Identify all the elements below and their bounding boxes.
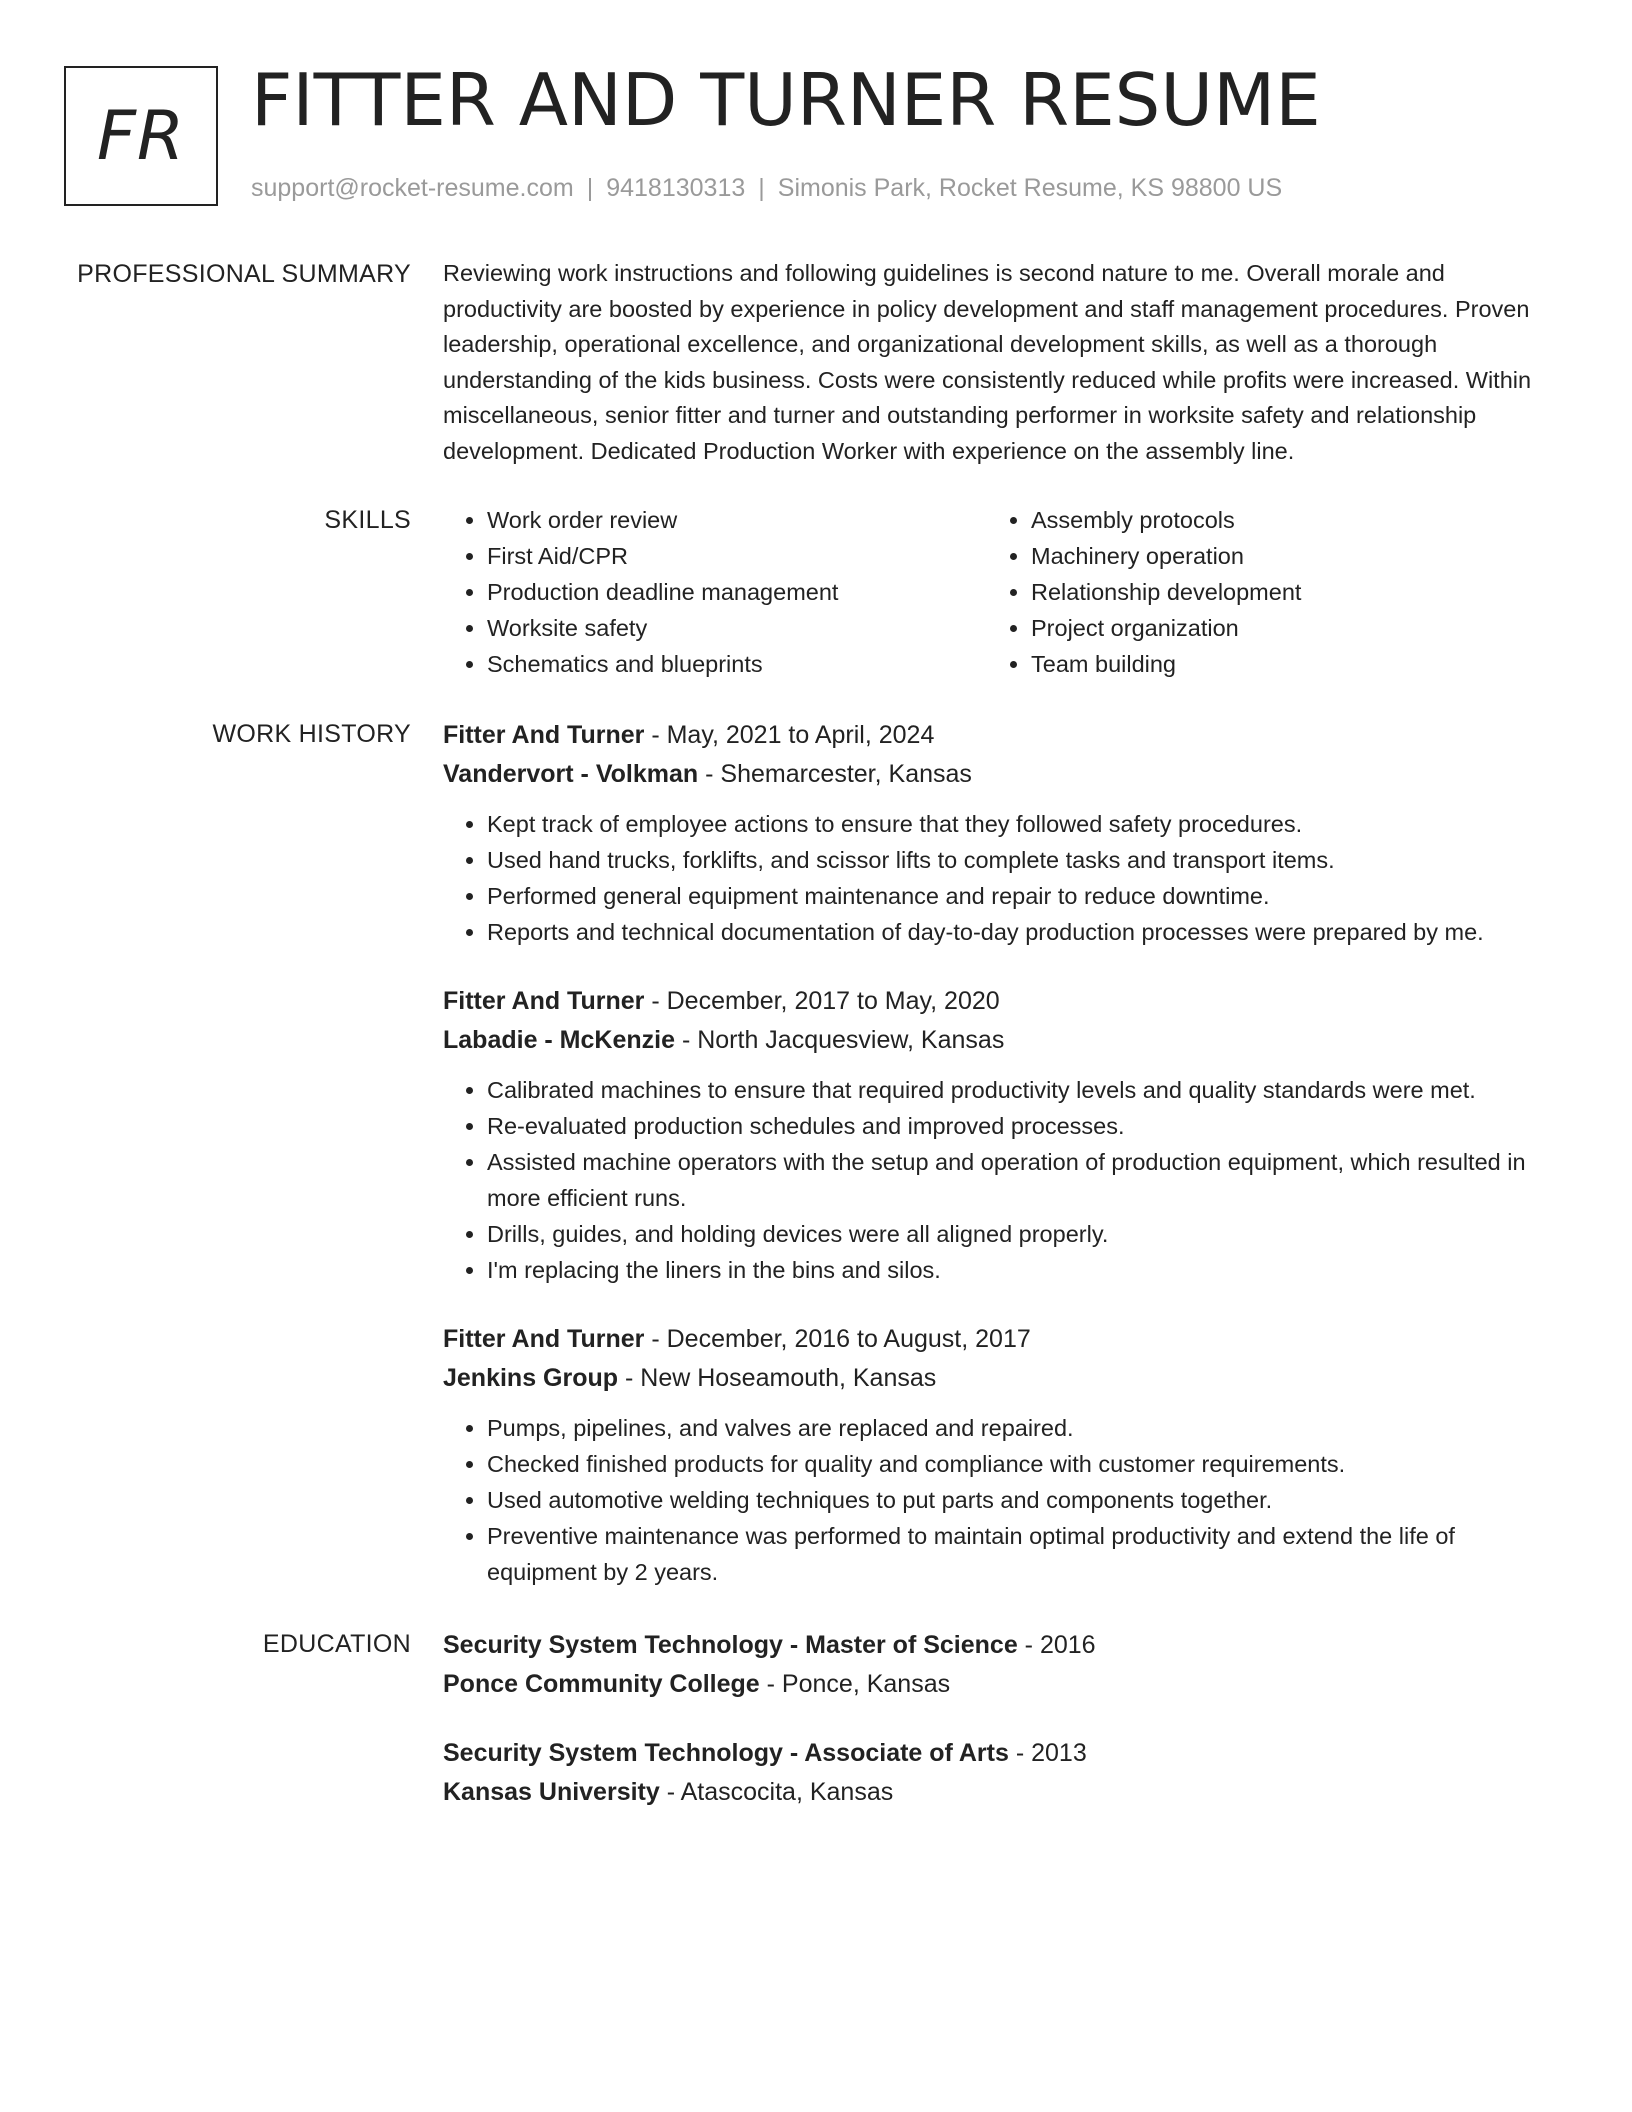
job-bullets — [443, 1072, 1558, 1288]
job-bullet: • Performed general equipment maintenance and repair to reduce downtime. — [487, 878, 1558, 914]
job-company: Vandervort - Volkman — [443, 760, 699, 788]
job-bullet: • Checked finished products for quality and compliance with customer requirements. — [487, 1446, 1558, 1482]
education-school: Ponce Community College — [443, 1670, 760, 1698]
job-title: Fitter And Turner — [443, 721, 645, 749]
skill-item: • Work order review — [487, 502, 987, 538]
skill-item: • Machinery operation — [1031, 538, 1301, 574]
job-title: Fitter And Turner — [443, 1325, 645, 1353]
job-bullet: • Used automotive welding techniques to put parts and components together. — [487, 1482, 1558, 1518]
education-degree-line — [443, 1734, 1558, 1773]
job-entry — [443, 982, 1558, 1288]
contact-line — [251, 172, 1282, 204]
education-entry — [443, 1626, 1558, 1704]
job-bullet: • Used hand trucks, forklifts, and scissor lifts to complete tasks and transport items. — [487, 842, 1558, 878]
job-company: Labadie - McKenzie — [443, 1026, 675, 1054]
job-bullet: • Reports and technical documentation of day-to-day production processes were prepared by me. — [487, 914, 1558, 950]
education-location: - Atascocita, Kansas — [659, 1778, 894, 1806]
job-title-line — [443, 716, 1558, 755]
contact-address: Simonis Park, Rocket Resume, KS 98800 US — [777, 174, 1283, 202]
section-label-work-history: WORK HISTORY — [212, 720, 411, 748]
job-title: Fitter And Turner — [443, 987, 645, 1015]
job-bullet: • Assisted machine operators with the setup and operation of production equipment, which resulted in more efficient runs. — [487, 1144, 1558, 1216]
job-dates: - December, 2016 to August, 2017 — [644, 1325, 1031, 1353]
job-bullet: • Kept track of employee actions to ensure that they followed safety procedures. — [487, 806, 1558, 842]
education-year: - 2013 — [1008, 1739, 1087, 1767]
resume-title: FITTER AND TURNER RESUME — [251, 58, 1321, 142]
summary-text: Reviewing work instructions and following guidelines is second nature to me. Overall morale and productivity are boosted by experience in policy development and staff management procedures. Proven leadership, operational excellence, and organizational development skills, as well as a thorough understanding of the kids business. Costs were consistently reduced while profits were increased. Within miscellaneous, senior fitter and turner and outstanding performer in worksite safety and relationship development. Dedicated Production Worker with experience on the assembly line. — [443, 260, 1532, 464]
education-degree: Security System Technology - Associate of Arts — [443, 1739, 1009, 1767]
job-company-line — [443, 755, 1558, 794]
section-label-skills: SKILLS — [324, 506, 411, 534]
section-label-summary: PROFESSIONAL SUMMARY — [77, 260, 411, 288]
skill-item: • Schematics and blueprints — [487, 646, 987, 682]
job-title-line — [443, 1320, 1558, 1359]
work-history-list — [443, 716, 1558, 1622]
job-company-line — [443, 1021, 1558, 1060]
job-bullet: • Drills, guides, and holding devices were all aligned properly. — [487, 1216, 1558, 1252]
section-label-education: EDUCATION — [262, 1630, 411, 1658]
skill-item: • Worksite safety — [487, 610, 987, 646]
education-entry — [443, 1734, 1558, 1812]
monogram-initials: FR — [96, 96, 186, 176]
skill-item: • Team building — [1031, 646, 1301, 682]
job-bullets — [443, 806, 1558, 950]
job-bullet: • Preventive maintenance was performed to maintain optimal productivity and extend the life of equipment by 2 years. — [487, 1518, 1558, 1590]
job-company-line — [443, 1359, 1558, 1398]
education-school: Kansas University — [443, 1778, 660, 1806]
education-location: - Ponce, Kansas — [759, 1670, 951, 1698]
skill-item: • Assembly protocols — [1031, 502, 1301, 538]
job-dates: - May, 2021 to April, 2024 — [644, 721, 935, 749]
education-school-line — [443, 1665, 1558, 1704]
job-company: Jenkins Group — [443, 1364, 619, 1392]
contact-phone: 9418130313 — [606, 174, 746, 202]
job-bullet: • I'm replacing the liners in the bins and silos. — [487, 1252, 1558, 1288]
job-bullet: • Pumps, pipelines, and valves are replaced and repaired. — [487, 1410, 1558, 1446]
education-degree: Security System Technology - Master of Science — [443, 1631, 1018, 1659]
monogram-box — [64, 66, 218, 206]
skill-item: • Production deadline management — [487, 574, 987, 610]
skill-item: • First Aid/CPR — [487, 538, 987, 574]
skills-column-2 — [987, 502, 1301, 682]
skill-item: • Project organization — [1031, 610, 1301, 646]
contact-separator: | — [586, 174, 594, 202]
education-degree-line — [443, 1626, 1558, 1665]
job-entry — [443, 716, 1558, 950]
education-school-line — [443, 1773, 1558, 1812]
education-list — [443, 1626, 1558, 1842]
job-title-line — [443, 982, 1558, 1021]
job-dates: - December, 2017 to May, 2020 — [644, 987, 1000, 1015]
education-year: - 2016 — [1017, 1631, 1096, 1659]
job-bullet: • Calibrated machines to ensure that required productivity levels and quality standards were met. — [487, 1072, 1558, 1108]
skills-list — [443, 502, 1558, 682]
job-bullets — [443, 1410, 1558, 1590]
skill-item: • Relationship development — [1031, 574, 1301, 610]
job-location: - Shemarcester, Kansas — [698, 760, 972, 788]
job-entry — [443, 1320, 1558, 1590]
job-location: - North Jacquesview, Kansas — [675, 1026, 1005, 1054]
job-bullet: • Re-evaluated production schedules and improved processes. — [487, 1108, 1558, 1144]
job-location: - New Hoseamouth, Kansas — [618, 1364, 937, 1392]
skills-column-1 — [443, 502, 987, 682]
contact-separator: | — [758, 174, 765, 202]
contact-email: support@rocket-resume.com — [251, 174, 574, 202]
